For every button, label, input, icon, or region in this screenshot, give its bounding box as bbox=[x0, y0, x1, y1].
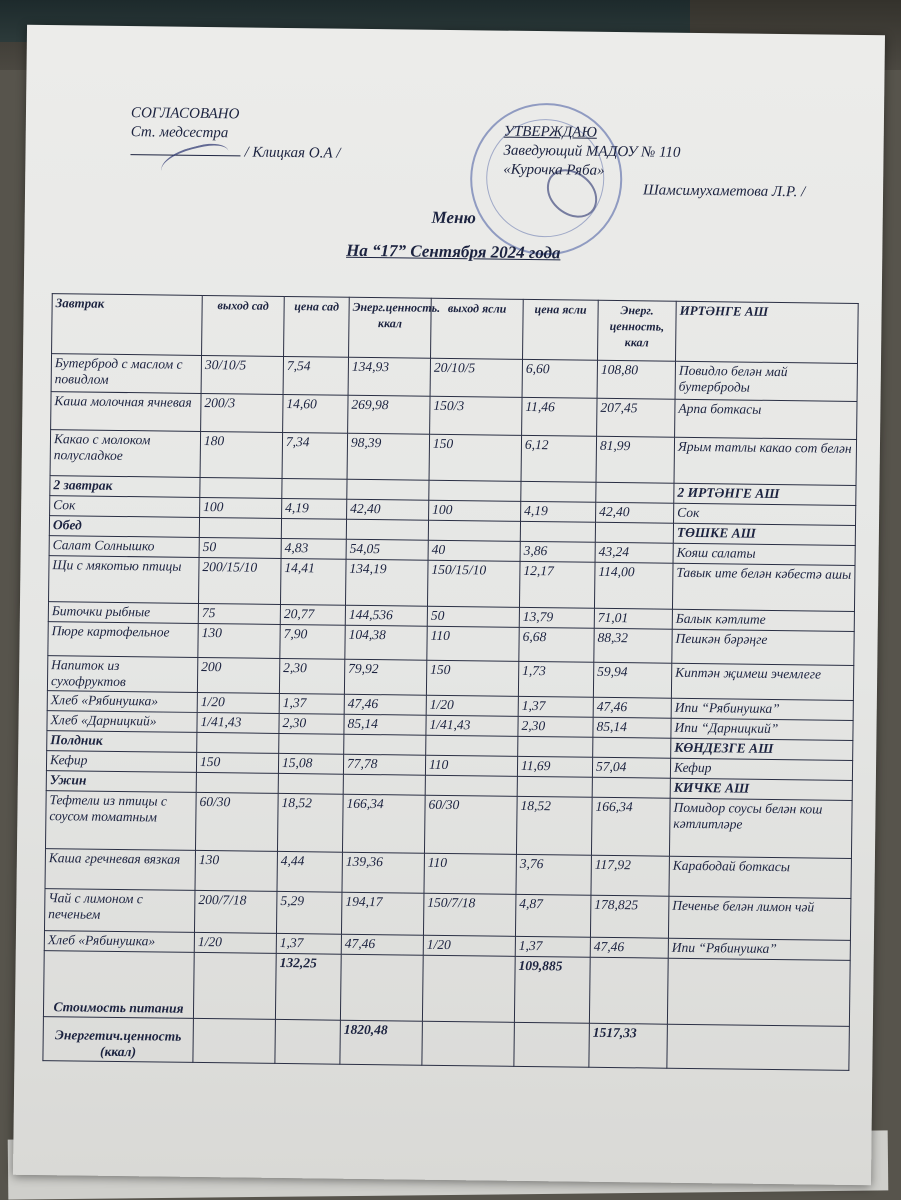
price-nursery: 18,52 bbox=[516, 796, 592, 855]
yield-nursery: 150/3 bbox=[430, 396, 522, 435]
empty-cell bbox=[428, 520, 520, 541]
empty-cell bbox=[279, 733, 344, 754]
price-nursery: 11,46 bbox=[522, 397, 597, 436]
dish-name-tatar: Пешкән бәрәңге bbox=[672, 629, 854, 665]
yield-garden: 1/20 bbox=[197, 692, 279, 713]
yield-nursery: 150/15/10 bbox=[427, 560, 520, 607]
empty-cell bbox=[595, 522, 673, 543]
empty-cell bbox=[592, 777, 670, 798]
document-title: Меню bbox=[431, 207, 476, 228]
total-value: 109,885 bbox=[514, 956, 590, 1023]
empty-cell bbox=[199, 517, 281, 538]
dish-name-tatar: Сок bbox=[674, 503, 856, 525]
dish-name-tatar: Балык кәтлите bbox=[672, 609, 854, 631]
yield-garden: 180 bbox=[200, 431, 283, 478]
price-garden: 2,30 bbox=[279, 658, 344, 694]
energy-nursery: 71,01 bbox=[594, 608, 672, 629]
yield-garden: 200/7/18 bbox=[194, 890, 277, 933]
price-garden: 7,54 bbox=[283, 356, 348, 395]
yield-nursery: 110 bbox=[424, 853, 516, 894]
dish-name-tatar: Арпа боткасы bbox=[675, 399, 857, 439]
total-value bbox=[193, 952, 276, 1019]
yield-garden: 130 bbox=[195, 850, 277, 891]
empty-cell bbox=[520, 521, 595, 542]
dish-name: Сок bbox=[50, 496, 200, 518]
empty-cell bbox=[596, 482, 674, 503]
empty-cell bbox=[344, 734, 426, 755]
dish-name: Щи с мякотью птицы bbox=[49, 556, 200, 604]
yield-nursery: 60/30 bbox=[424, 795, 517, 854]
yield-nursery: 1/41,43 bbox=[426, 715, 518, 736]
price-nursery: 1,73 bbox=[518, 661, 593, 697]
price-garden: 4,83 bbox=[281, 538, 346, 559]
agreed-name: / Клицкая О.А / bbox=[244, 144, 341, 162]
section-name-tatar: ТӨШКЕ АШ bbox=[673, 523, 855, 545]
energy-garden: 104,38 bbox=[345, 625, 427, 660]
total-value bbox=[340, 954, 423, 1021]
dish-name: Чай с лимоном с печеньем bbox=[44, 889, 195, 933]
dish-name-tatar: Кефир bbox=[670, 758, 852, 780]
dish-name: Салат Солнышко bbox=[49, 536, 199, 558]
approve-role: Заведующий МАДОУ № 110 bbox=[503, 142, 681, 161]
energy-garden: 47,46 bbox=[341, 934, 423, 955]
col-header: цена ясли bbox=[523, 299, 599, 360]
dish-name-tatar: Кояш салаты bbox=[673, 543, 855, 565]
yield-nursery: 150 bbox=[429, 434, 522, 481]
energy-garden: 47,46 bbox=[344, 694, 426, 715]
total-value: 132,25 bbox=[275, 953, 341, 1020]
dish-name-tatar: Ипи “Рябинушка” bbox=[668, 938, 850, 960]
energy-nursery: 178,825 bbox=[590, 895, 669, 938]
price-nursery: 3,76 bbox=[516, 854, 591, 895]
empty-cell bbox=[347, 479, 429, 500]
yield-nursery: 1/20 bbox=[423, 935, 515, 956]
total-label: Стоимость питания bbox=[43, 951, 194, 1019]
price-nursery: 6,60 bbox=[522, 359, 597, 398]
energy-nursery: 108,80 bbox=[597, 360, 675, 399]
yield-nursery: 50 bbox=[427, 606, 519, 627]
energy-nursery: 43,24 bbox=[595, 542, 673, 563]
empty-cell bbox=[343, 774, 425, 795]
col-header: выход ясли bbox=[431, 298, 524, 359]
energy-garden: 269,98 bbox=[348, 395, 430, 434]
energy-garden: 144,536 bbox=[345, 605, 427, 626]
section-name: Обед bbox=[49, 516, 199, 538]
empty-cell bbox=[282, 478, 347, 499]
price-nursery: 3,86 bbox=[520, 541, 595, 562]
yield-garden: 1/20 bbox=[194, 932, 276, 953]
empty-cell bbox=[667, 1024, 850, 1070]
energy-garden: 134,93 bbox=[348, 357, 430, 396]
dish-name: Хлеб «Дарницкий» bbox=[47, 711, 197, 733]
empty-cell bbox=[197, 732, 279, 753]
empty-cell bbox=[667, 958, 850, 1026]
yield-garden: 150 bbox=[196, 752, 278, 773]
dish-name: Хлеб «Рябинушка» bbox=[47, 691, 197, 713]
dish-name-tatar: Помидор соусы белән кош кәтлитләре bbox=[669, 798, 852, 858]
price-garden: 14,41 bbox=[280, 558, 346, 605]
agreed-role: Ст. медсестра bbox=[130, 124, 229, 142]
empty-cell bbox=[429, 480, 521, 501]
dish-name-tatar: Ипи “Дарницкий” bbox=[671, 718, 853, 740]
yield-nursery: 150 bbox=[426, 660, 518, 696]
energy-garden: 139,36 bbox=[342, 852, 424, 893]
empty-cell bbox=[281, 518, 346, 539]
price-nursery: 12,17 bbox=[519, 561, 595, 608]
energy-nursery: 88,32 bbox=[594, 628, 672, 663]
energy-garden: 42,40 bbox=[347, 499, 429, 520]
empty-cell bbox=[346, 519, 428, 540]
empty-cell bbox=[278, 773, 343, 794]
dish-name-tatar: Карабодай боткасы bbox=[669, 856, 851, 898]
approve-title: УТВЕРЖДАЮ bbox=[503, 123, 597, 141]
empty-cell bbox=[518, 736, 593, 757]
energy-garden: 79,92 bbox=[344, 659, 426, 695]
yield-garden: 60/30 bbox=[195, 792, 278, 851]
yield-garden: 200/15/10 bbox=[199, 557, 282, 604]
price-garden: 15,08 bbox=[278, 753, 343, 774]
col-header: Энерг. ценность, ккал bbox=[598, 300, 677, 361]
dish-name-tatar: Печенье белән лимон чәй bbox=[668, 896, 850, 940]
total-value: 1517,33 bbox=[589, 1023, 668, 1068]
energy-nursery: 47,46 bbox=[590, 937, 668, 958]
energy-garden: 85,14 bbox=[344, 714, 426, 735]
total-value: 1820,48 bbox=[340, 1020, 423, 1065]
approval-block-right bbox=[503, 123, 806, 203]
total-value bbox=[514, 1022, 590, 1067]
section-name: Полдник bbox=[47, 731, 197, 753]
approve-name: Шамсимухаметова Л.Р. / bbox=[642, 182, 806, 201]
dish-name: Хлеб «Рябинушка» bbox=[44, 931, 194, 953]
yield-nursery: 20/10/5 bbox=[430, 358, 522, 397]
price-nursery: 1,37 bbox=[518, 696, 593, 717]
energy-garden: 77,78 bbox=[343, 754, 425, 775]
yield-garden: 50 bbox=[199, 537, 281, 558]
yield-nursery: 110 bbox=[425, 755, 517, 776]
section-name: Ужин bbox=[46, 771, 196, 793]
empty-cell bbox=[196, 772, 278, 793]
energy-nursery: 114,00 bbox=[594, 562, 673, 609]
section-name-tatar: КИЧКЕ АШ bbox=[670, 778, 852, 800]
yield-garden: 200 bbox=[197, 657, 279, 693]
dish-name: Каша гречневая вязкая bbox=[45, 849, 195, 891]
price-garden: 1,37 bbox=[279, 693, 344, 714]
price-garden: 18,52 bbox=[277, 793, 343, 852]
empty-cell bbox=[200, 477, 282, 498]
energy-nursery: 57,04 bbox=[592, 757, 670, 778]
price-garden: 2,30 bbox=[279, 713, 344, 734]
total-label: Энергетич.ценность (ккал) bbox=[43, 1017, 194, 1063]
col-header: ИРТӘНГЕ АШ bbox=[675, 301, 858, 363]
energy-nursery: 81,99 bbox=[596, 436, 675, 483]
dish-name: Бутерброд с маслом с повидлом bbox=[51, 354, 201, 394]
energy-nursery: 47,46 bbox=[593, 697, 671, 718]
energy-nursery: 117,92 bbox=[591, 855, 669, 896]
dish-name: Каша молочная ячневая bbox=[51, 392, 201, 432]
empty-cell bbox=[517, 776, 592, 797]
yield-nursery: 110 bbox=[427, 626, 519, 661]
agreed-title: СОГЛАСОВАНО bbox=[130, 105, 240, 123]
price-nursery: 1,37 bbox=[515, 936, 590, 957]
price-garden: 1,37 bbox=[276, 933, 341, 954]
menu-table bbox=[42, 293, 858, 1071]
total-row bbox=[43, 951, 850, 1027]
price-garden: 14,60 bbox=[283, 394, 348, 433]
dish-name: Кефир bbox=[46, 751, 196, 773]
price-garden: 4,19 bbox=[282, 498, 347, 519]
dish-name: Пюре картофельное bbox=[48, 622, 198, 658]
price-garden: 20,77 bbox=[280, 604, 345, 625]
section-name: 2 завтрак bbox=[50, 476, 200, 498]
menu-document bbox=[13, 25, 885, 1185]
section-name-tatar: 2 ИРТӘНГЕ АШ bbox=[674, 483, 856, 505]
energy-garden: 134,19 bbox=[345, 559, 428, 606]
energy-nursery: 166,34 bbox=[591, 797, 670, 856]
yield-nursery: 100 bbox=[429, 500, 521, 521]
col-header: выход сад bbox=[202, 295, 285, 356]
yield-garden: 30/10/5 bbox=[201, 355, 283, 394]
yield-garden: 200/3 bbox=[201, 393, 283, 432]
dish-name-tatar: Повидло белән май бутерброды bbox=[675, 361, 857, 401]
approve-org: «Курочка Ряба» bbox=[503, 161, 605, 179]
total-value bbox=[422, 1021, 515, 1066]
total-value bbox=[193, 1018, 276, 1063]
total-value bbox=[275, 1019, 341, 1064]
dish-name-tatar: Ипи “Рябинушка” bbox=[671, 698, 853, 720]
total-value bbox=[422, 955, 515, 1022]
dish-name: Напиток из сухофруктов bbox=[47, 656, 197, 693]
price-garden: 7,90 bbox=[280, 624, 345, 659]
dish-name-tatar: Киптән җимеш эчемлеге bbox=[671, 663, 853, 700]
energy-nursery: 207,45 bbox=[597, 398, 675, 437]
price-nursery: 2,30 bbox=[518, 716, 593, 737]
price-garden: 4,44 bbox=[277, 851, 342, 892]
price-garden: 5,29 bbox=[276, 891, 342, 934]
section-name-tatar: КӨНДЕЗГЕ АШ bbox=[671, 738, 853, 760]
yield-nursery: 1/20 bbox=[426, 695, 518, 716]
price-nursery: 4,19 bbox=[521, 501, 596, 522]
price-garden: 7,34 bbox=[282, 432, 348, 479]
empty-cell bbox=[425, 775, 517, 796]
yield-garden: 1/41,43 bbox=[197, 712, 279, 733]
col-header: цена сад bbox=[284, 296, 350, 357]
price-nursery: 6,68 bbox=[519, 627, 594, 662]
yield-garden: 75 bbox=[198, 603, 280, 624]
yield-garden: 100 bbox=[200, 497, 282, 518]
dish-name: Тефтели из птицы с соусом томатным bbox=[45, 791, 196, 851]
total-value bbox=[589, 957, 668, 1024]
col-header: Завтрак bbox=[52, 294, 203, 356]
dish-name-tatar: Ярым татлы какао сот белән bbox=[674, 437, 857, 485]
approval-block-left bbox=[130, 104, 341, 164]
empty-cell bbox=[593, 737, 671, 758]
col-header: Энерг.ценность. ккал bbox=[349, 297, 432, 358]
dish-name-tatar: Тавык ите белән кәбестә ашы bbox=[672, 563, 855, 611]
empty-cell bbox=[426, 735, 518, 756]
price-nursery: 4,87 bbox=[515, 894, 591, 937]
price-nursery: 11,69 bbox=[517, 756, 592, 777]
price-nursery: 6,12 bbox=[521, 435, 597, 482]
yield-nursery: 150/7/18 bbox=[423, 893, 516, 936]
energy-nursery: 85,14 bbox=[593, 717, 671, 738]
energy-garden: 54,05 bbox=[346, 539, 428, 560]
document-date: На “17” Сентября 2024 года bbox=[346, 240, 561, 263]
energy-garden: 166,34 bbox=[342, 794, 425, 853]
energy-nursery: 59,94 bbox=[593, 662, 671, 698]
table-row bbox=[45, 791, 852, 859]
energy-garden: 194,17 bbox=[341, 892, 424, 935]
yield-nursery: 40 bbox=[428, 540, 520, 561]
dish-name: Биточки рыбные bbox=[48, 602, 198, 624]
table-header-row bbox=[52, 294, 859, 364]
yield-garden: 130 bbox=[198, 623, 280, 658]
total-row bbox=[43, 1017, 849, 1071]
empty-cell bbox=[521, 481, 596, 502]
dish-name: Какао с молоком полусладкое bbox=[50, 430, 201, 478]
price-nursery: 13,79 bbox=[519, 607, 594, 628]
energy-garden: 98,39 bbox=[347, 433, 430, 480]
energy-nursery: 42,40 bbox=[596, 502, 674, 523]
